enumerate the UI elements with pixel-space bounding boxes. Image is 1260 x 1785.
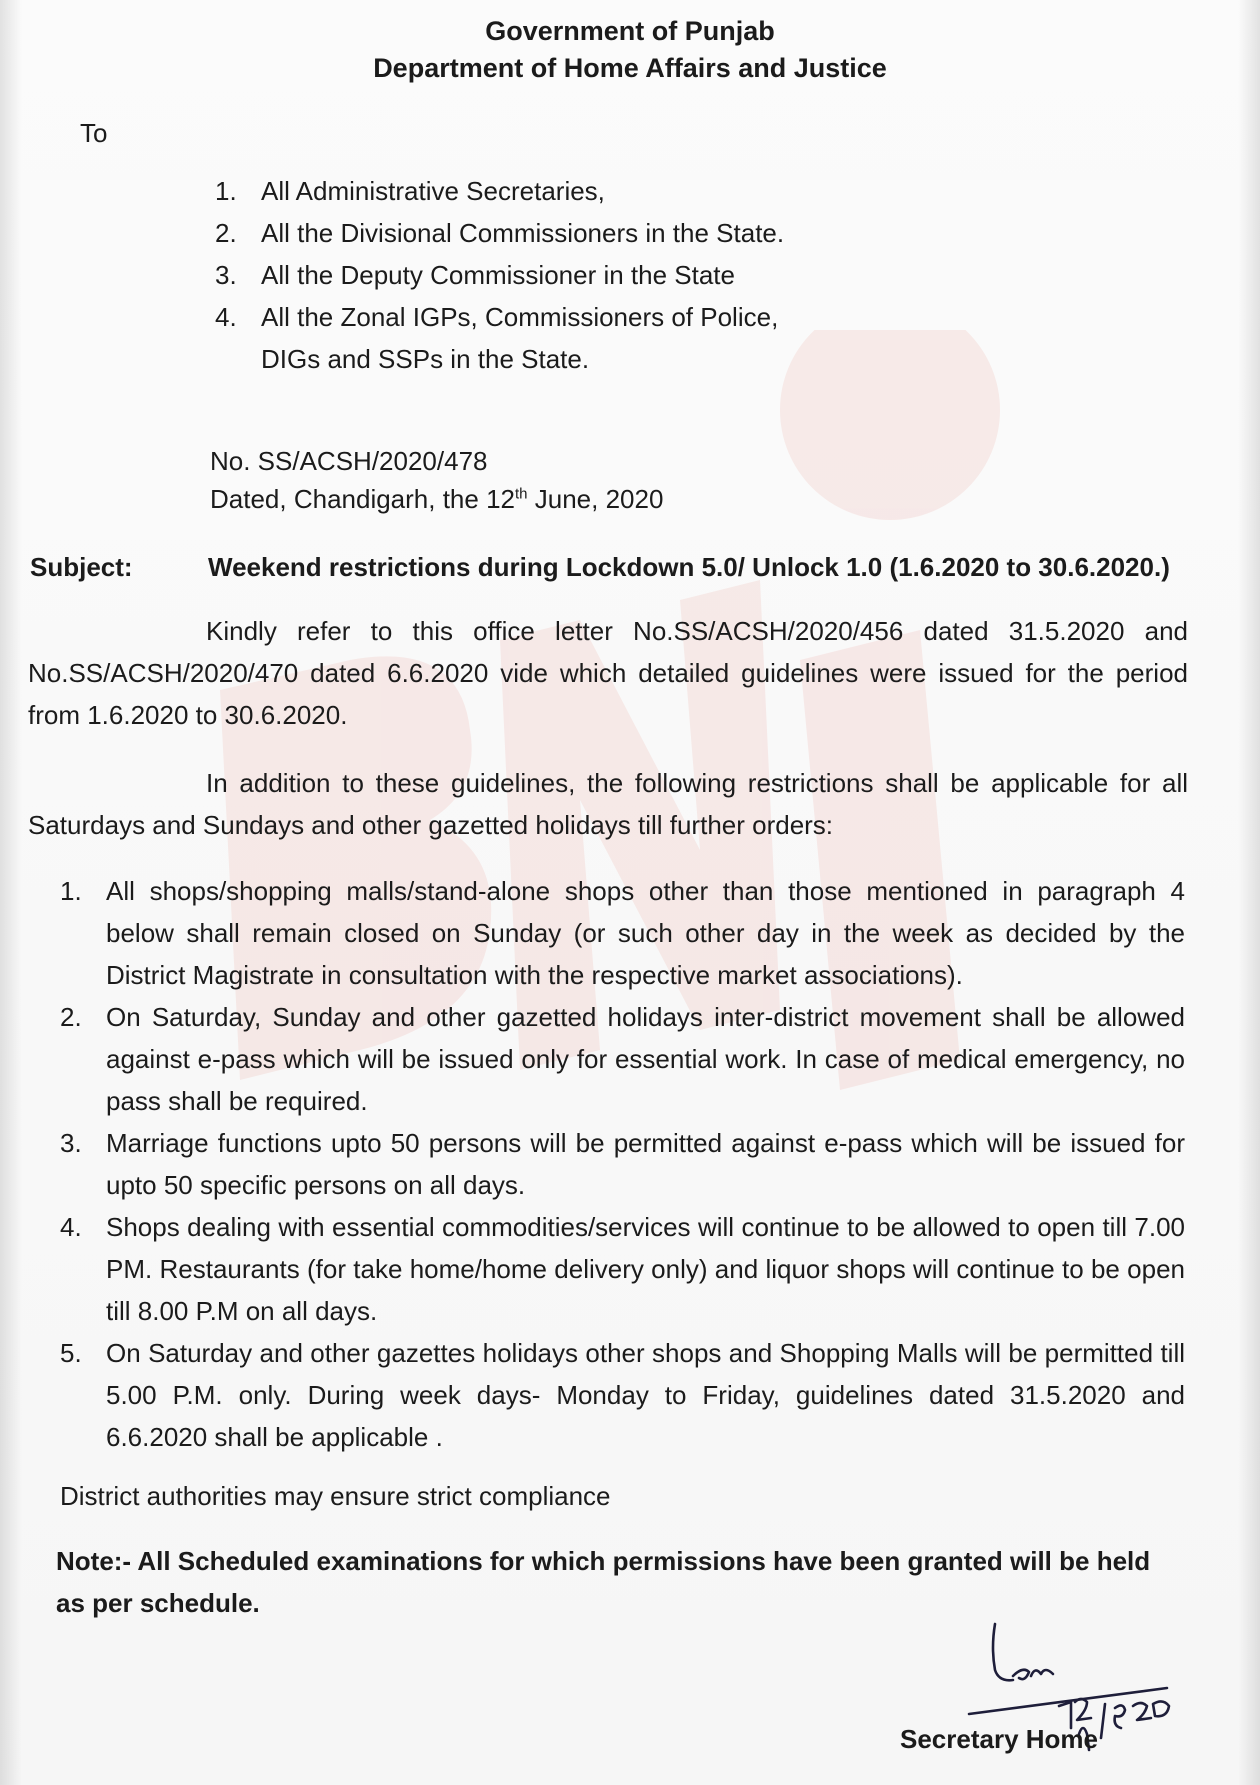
addressee-item: 1. All Administrative Secretaries, [215,176,605,206]
body-paragraph: Kindly refer to this office letter No.SS/ACSH/2020/456 dated 31.5.2020 and No.SS/ACSH/2020/470 dated 6.6.2020 vide which detailed guidelines were issued for the period from 1.6.2020 to 30.6.2020. [28,616,1188,730]
govt-name: Government of Punjab [485,16,775,46]
subject-text: Weekend restrictions during Lockdown 5.0/ Unlock 1.0 (1.6.2020 to 30.6.2020.) [208,552,1170,582]
restriction-item: 3. Marriage functions upto 50 persons will be permitted against e-pass which will be issued for upto 50 specific persons on all days. [60,1128,1185,1200]
addressee-item: 4. All the Zonal IGPs, Commissioners of Police, DIGs and SSPs in the State. [215,302,779,374]
reference-date: Dated, Chandigarh, the 12th June, 2020 [210,484,664,514]
page-edge-shadow-left [0,0,22,1785]
reference-number: No. SS/ACSH/2020/478 [210,446,488,476]
signatory-designation: Secretary Home [900,1724,1098,1754]
restriction-item: 1. All shops/shopping malls/stand-alone shops other than those mentioned in paragraph 4 below shall remain closed on Sunday (or such other day in the week as decided by the District Magistrate in consultation with the respective market associations). [60,876,1185,990]
addressee-item: 3. All the Deputy Commissioner in the State [215,260,735,290]
addressee-item: 2. All the Divisional Commissioners in the State. [215,218,785,248]
department-name: Department of Home Affairs and Justice [373,53,887,83]
page-edge-shadow-right [1238,0,1260,1785]
restriction-item: 4. Shops dealing with essential commodities/services will continue to be allowed to open till 7.00 PM. Restaurants (for take home/home delivery only) and liquor shops will continue to be open till 8.00 P.M on all days. [60,1212,1185,1326]
note-text: Note:- All Scheduled examinations for which permissions have been granted will be held as per schedule. [56,1546,1151,1618]
to-label: To [80,118,108,148]
restrictions-list [60,870,1185,1458]
addressee-list [215,170,784,380]
restriction-item: 5. On Saturday and other gazettes holidays other shops and Shopping Malls will be permitted till 5.00 P.M. only. During week days- Monday to Friday, guidelines dated 31.5.2020 and 6.6.2020 shall be applicable . [60,1338,1185,1452]
body-paragraph: In addition to these guidelines, the following restrictions shall be applicable for all Saturdays and Sundays and other gazetted holidays till further orders: [28,768,1188,840]
subject-label: Subject: [30,552,133,582]
compliance-text: District authorities may ensure strict compliance [60,1481,611,1511]
restriction-item: 2. On Saturday, Sunday and other gazetted holidays inter-district movement shall be allowed against e-pass which will be issued only for essential work. In case of medical emergency, no pass shall be required. [60,1002,1185,1116]
